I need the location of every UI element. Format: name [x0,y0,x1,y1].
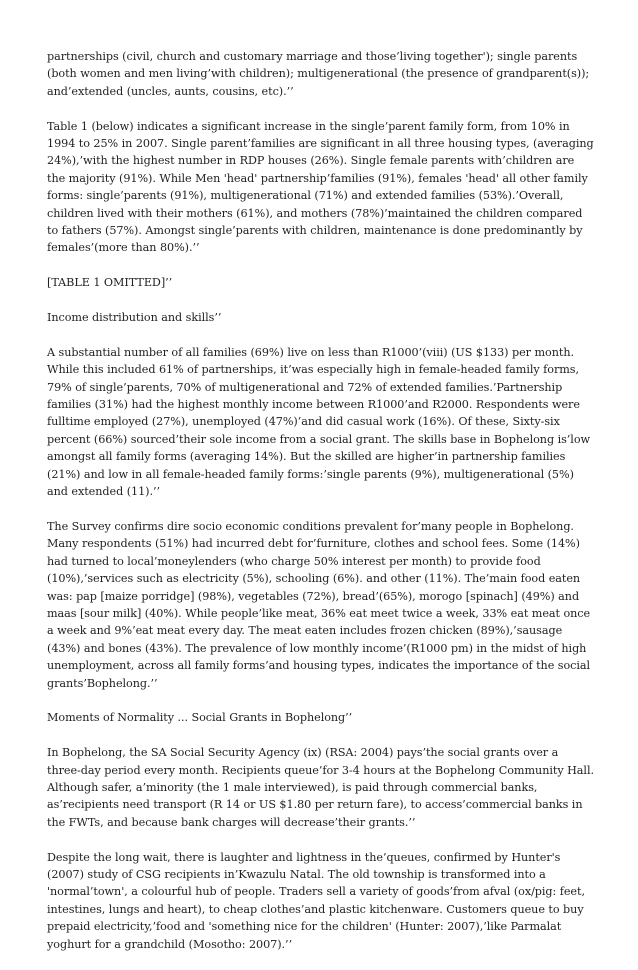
section-heading-income: Income distribution and skills’’ [47,311,222,325]
paragraph-family-forms-intro: partnerships (civil, church and customary marriage and those’living together'); single parents (both women and men living’with children); multigenerational (the presence of grandparent(s)); and’extended (uncles, aunts, cousins, etc).’’ [47,50,590,98]
section-heading-social-grants: Moments of Normality ... Social Grants in Bophelong’’ [47,711,353,725]
paragraph-queues: Despite the long wait, there is laughter and lightness in the’queues, confirmed by Hunter's (2007) study of CSG recipients in’Kwazulu Natal. The old township is transformed into a 'normal’town', a colourful hub of people. Traders sell a variety of goods’from afval (ox/pig: feet, intestines, lungs and heart), to cheap clothes’and plastic kitchenware. Customers queue to buy prepaid electricity,’food and 'something nice for the children' (Hunter: 2007),’like Parmalat yoghurt for a grandchild (Mosotho: 2007).’’ [47,850,585,951]
paragraph-income-distribution: A substantial number of all families (69%) live on less than R1000’(viii) (US $133) per month. While this included 61% of partnerships, it’was especially high in female-headed family forms, 79% of single’parents, 70% of multigenerational and 72% of extended families.’Partnership families (31%) had the highest monthly income between R1000’and R2000. Respondents were fulltime employed (27%), unemployed (47%)’and did casual work (16%). Of these, Sixty-six percent (66%) sourced’their sole income from a social grant. The skills base in Bophelong is’low amongst all family forms (averaging 14%). But the skilled are higher’in partnership families (21%) and low in all female-headed family forms:’single parents (9%), multigenerational (5%) and extended (11).’’ [47,345,591,499]
paragraph-survey-conditions: The Survey confirms dire socio economic conditions prevalent for’many people in Bophelong. Many respondents (51%) had incurred debt for’furniture, clothes and school fees. Some (14%) had turned to local’moneylenders (who charge 50% interest per month) to provide food (10%),’services such as electricity (5%), schooling (6%). and other (11%). The’main food eaten was: pap [maize porridge] (98%), vegetables (72%), bread’(65%), morogo [spinach] (49%) and maas [sour milk] (40%). While people’like meat, 36% eat meet twice a week, 33% eat meat once a week and 9%’eat meat every day. The meat eaten includes frozen chicken (89%),’sausage (43%) and bones (43%). The prevalence of low monthly income’(R1000 pm) in the midst of high unemployment, across all family forms’and housing types, indicates the importance of the social grants’Bophelong.’’ [47,519,591,690]
paragraph-table-1-summary: Table 1 (below) indicates a significant increase in the single’parent family form, from 10% in 1994 to 25% in 2007. Single parent’families are significant in all three housing types, (averaging 24%),’with the highest number in RDP houses (26%). Single female parents with’children are the majority (91%). While Men 'head' partnership’families (91%), females 'head' all other family forms: single’parents (91%), multigenerational (71%) and extended families (53%).’Overall, children lived with their mothers (61%), and mothers (78%)’maintained the children compared to fathers (57%). Amongst single’parents with children, maintenance is done predominantly by females’(more than 80%).’’ [47,119,594,255]
table-placeholder: [TABLE 1 OMITTED]’’ [47,276,173,290]
document-page [47,48,595,970]
paragraph-grant-payment: In Bophelong, the SA Social Security Agency (ix) (RSA: 2004) pays’the social grants over a three-day period every month. Recipients queue’for 3-4 hours at the Bophelong Community Hall. Although safer, a’minority (the 1 male interviewed), is paid through commercial banks, as’recipients need transport (R 14 or US $1.80 per return fare), to access’commercial banks in the FWTs, and because bank charges will decrease’their grants.’’ [47,746,594,829]
